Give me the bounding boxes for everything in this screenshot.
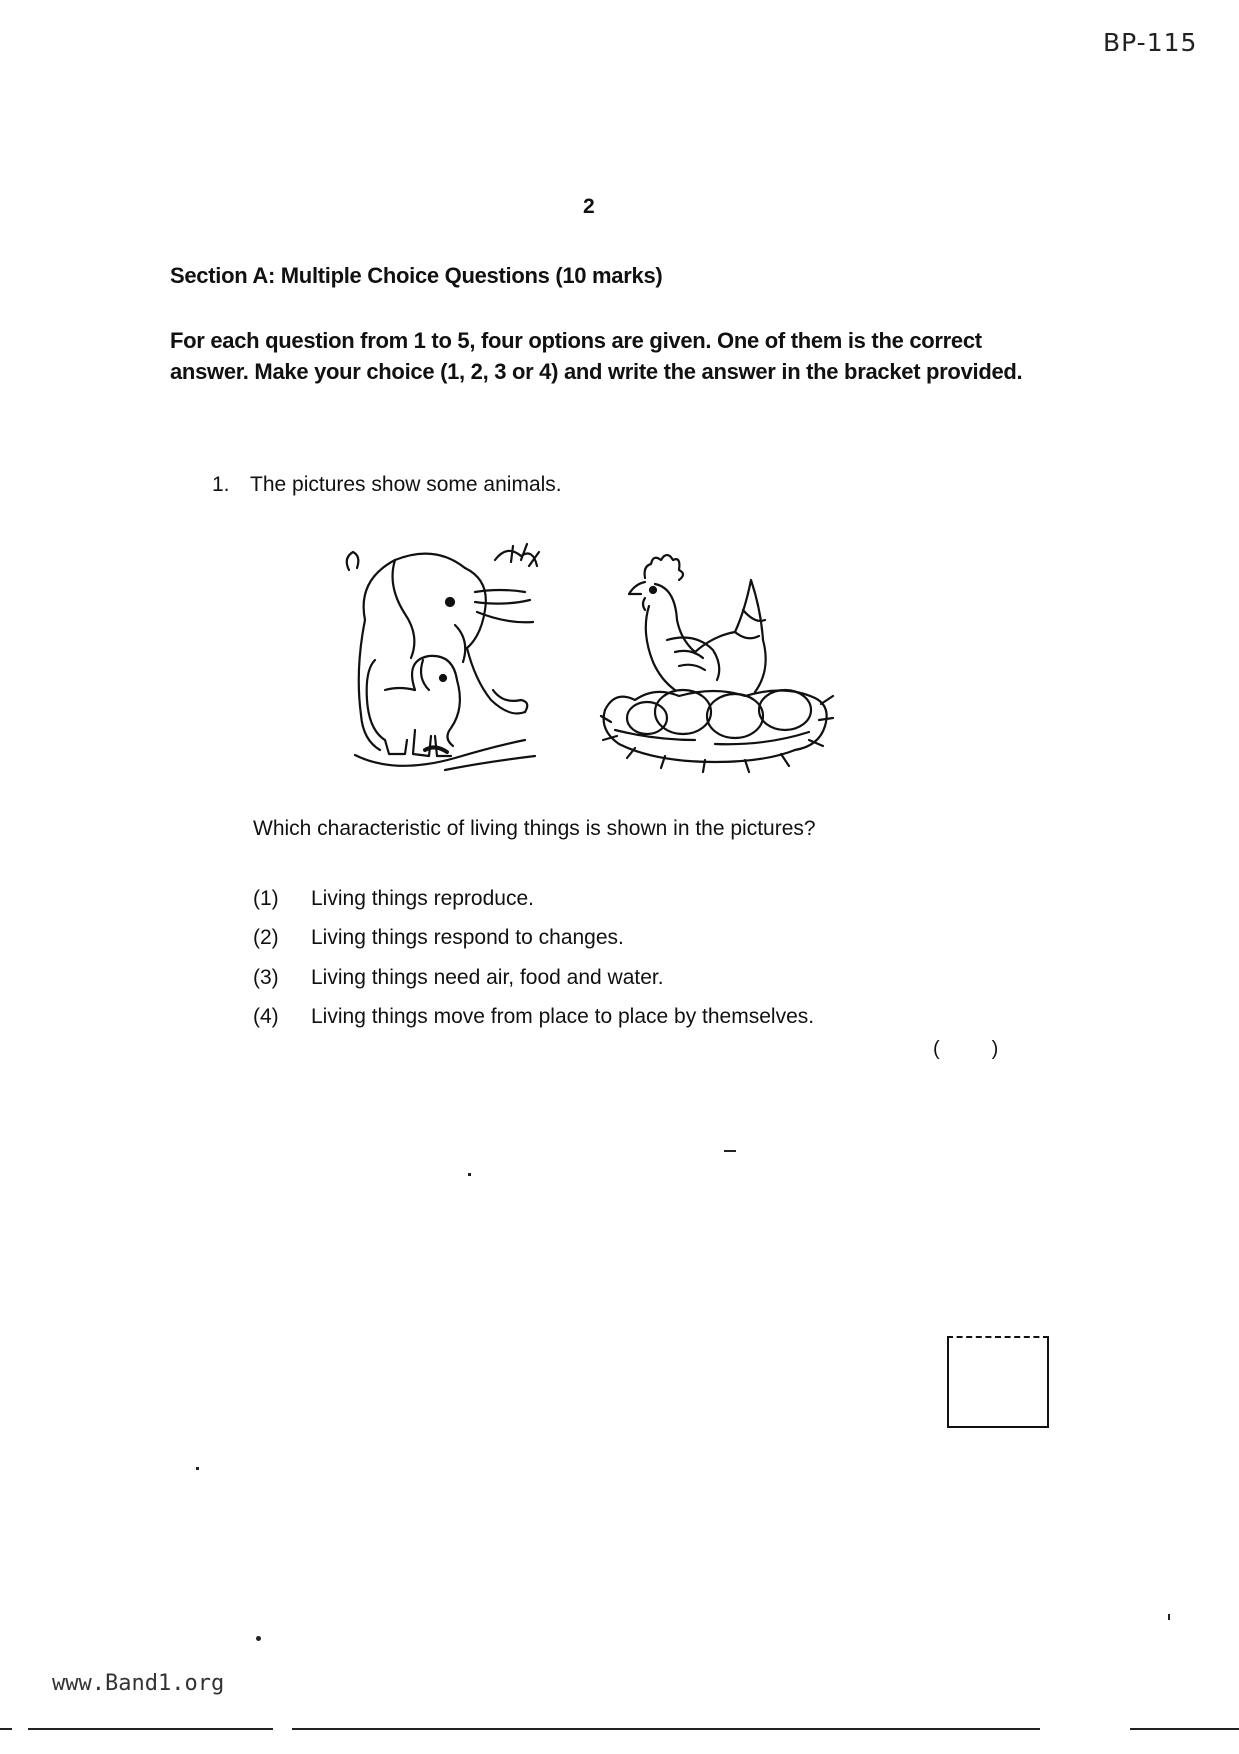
answer-option-1 bbox=[253, 887, 534, 911]
option-text: Living things need air, food and water. bbox=[311, 966, 664, 989]
scan-speck bbox=[196, 1467, 199, 1470]
question-number: 1. bbox=[212, 473, 230, 496]
answer-option-4 bbox=[253, 1005, 814, 1029]
answer-bracket[interactable] bbox=[933, 1038, 998, 1061]
hen-on-nest-illustration bbox=[601, 555, 833, 772]
marks-box bbox=[947, 1336, 1049, 1428]
website-footer: www.Band1.org bbox=[52, 1671, 225, 1696]
section-title: Section A: Multiple Choice Questions (10 marks) bbox=[170, 263, 663, 288]
section-instructions: For each question from 1 to 5, four options are given. One of them is the correct answer. Make your choice (1, 2, 3 or 4) and write the answer in the bracket provided. bbox=[170, 328, 1023, 384]
document-id: BP-115 bbox=[1103, 28, 1198, 57]
answer-option-3 bbox=[253, 966, 664, 990]
elephant-with-calf-illustration bbox=[347, 544, 539, 770]
question-text: The pictures show some animals. bbox=[250, 473, 562, 496]
answer-option-2 bbox=[253, 926, 624, 950]
option-number: (2) bbox=[253, 926, 279, 949]
option-number: (3) bbox=[253, 966, 279, 989]
scan-speck bbox=[468, 1173, 471, 1176]
bottom-rule bbox=[0, 1728, 12, 1730]
animal-pictures bbox=[325, 540, 925, 790]
scan-speck bbox=[1168, 1614, 1170, 1620]
scan-speck bbox=[256, 1636, 261, 1641]
page-number: 2 bbox=[583, 195, 595, 218]
option-text: Living things respond to changes. bbox=[311, 926, 624, 949]
question-stem: Which characteristic of living things is shown in the pictures? bbox=[253, 817, 816, 840]
bracket-close: ) bbox=[991, 1038, 999, 1060]
bottom-rule bbox=[1130, 1728, 1239, 1730]
scan-speck bbox=[724, 1150, 736, 1152]
option-number: (4) bbox=[253, 1005, 279, 1028]
question-1 bbox=[212, 473, 562, 497]
option-text: Living things move from place to place by themselves. bbox=[311, 1005, 815, 1028]
bottom-rule bbox=[28, 1728, 273, 1730]
option-text: Living things reproduce. bbox=[311, 887, 534, 910]
option-number: (1) bbox=[253, 887, 279, 910]
bottom-rule bbox=[292, 1728, 1040, 1730]
bracket-open: ( bbox=[933, 1038, 940, 1060]
